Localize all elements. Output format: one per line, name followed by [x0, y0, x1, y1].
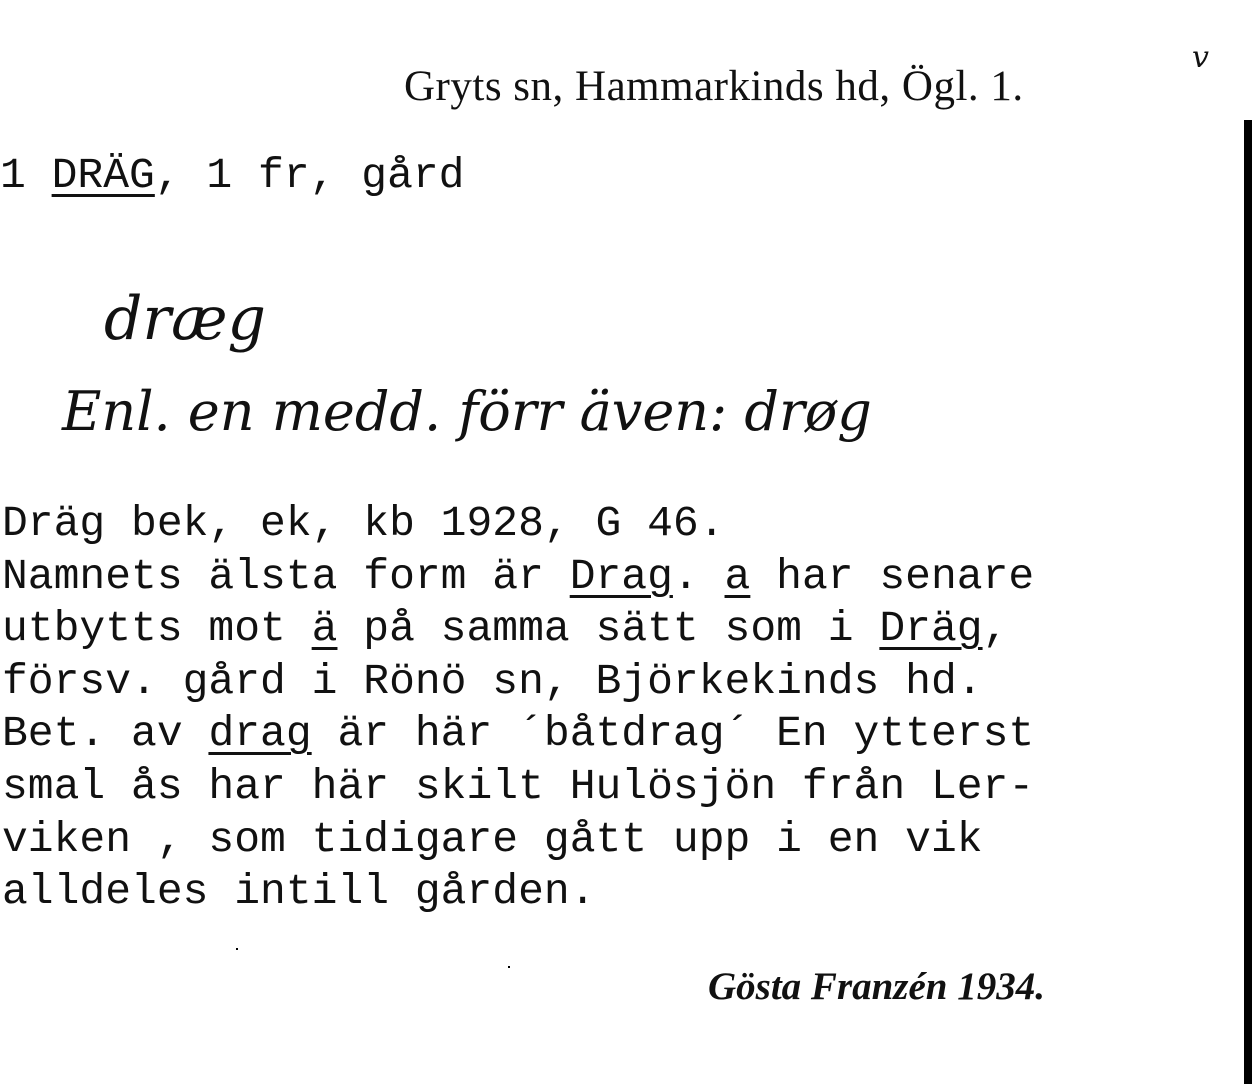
body-line: Namnets älsta form är Drag. a har senare: [2, 551, 1035, 601]
body-line: försv. gård i Rönö sn, Björkekinds hd.: [2, 656, 983, 706]
underlined-word: drag: [208, 709, 312, 759]
entry-number: 1: [0, 151, 52, 200]
body-text: [2, 498, 1034, 919]
check-mark: v: [1192, 40, 1209, 75]
signature: Gösta Franzén 1934.: [708, 965, 1045, 1008]
body-line: smal ås har här skilt Hulösjön från Ler-: [2, 761, 1035, 811]
pronunciation-primary: dræg: [104, 284, 266, 354]
body-line: viken , som tidigare gått upp i en vik: [2, 814, 983, 864]
body-line: Dräg bek, ek, kb 1928, G 46.: [2, 499, 725, 548]
pronunciation-note: Enl. en medd. förr även: drøg: [62, 380, 872, 443]
underlined-word: Dräg: [879, 604, 983, 654]
body-line: Bet. av drag är här ´båtdrag´ En ytterst: [2, 709, 1035, 759]
location-header: Gryts sn, Hammarkinds hd, Ögl. 1.: [404, 63, 1024, 110]
entry-line: [0, 150, 464, 203]
body-line: alldeles intill gården.: [2, 867, 596, 917]
body-line: utbytts mot ä på samma sätt som i Dräg,: [2, 604, 1009, 654]
entry-details: , 1 fr, gård: [154, 151, 465, 200]
underlined-word: a: [724, 551, 751, 601]
scan-speck: [236, 948, 238, 950]
underlined-word: ä: [311, 604, 338, 654]
underlined-word: Drag: [569, 551, 673, 601]
card-edge: [1244, 120, 1252, 1084]
scan-speck: [508, 966, 510, 968]
entry-headword: DRÄG: [51, 151, 155, 200]
